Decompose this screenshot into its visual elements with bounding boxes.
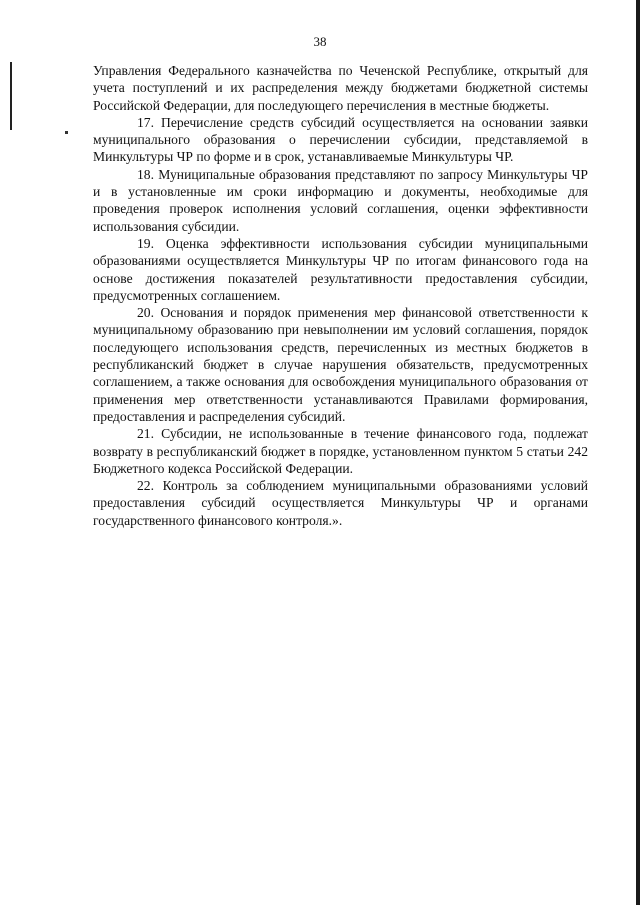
paragraph-19: 19. Оценка эффективности использования субсидии муниципальными образованиями осуществляется Минкультуры ЧР по итогам финансового года на основе достижения показателей результативности предоставления субсидии, предусмотренных соглашением. [93,235,588,303]
paragraph-continuation: Управления Федерального казначейства по Чеченской Республике, открытый для учета поступлений и их распределения между бюджетами бюджетной системы Российской Федерации, для последующего перечисления в местные бюджеты. [93,63,588,113]
paragraph-21: 21. Субсидии, не использованные в течение финансового года, подлежат возврату в республиканский бюджет в порядке, установленном пунктом 5 статьи 242 Бюджетного кодекса Российской Федерации. [93,426,588,476]
paragraph-18: 18. Муниципальные образования представляют по запросу Минкультуры ЧР и в установленные им сроки информацию и документы, необходимые для проведения проверок исполнения условий соглашения, оценки эффективности использования субсидии. [93,166,588,234]
page-number: 38 [313,34,327,49]
scan-edge-mark [10,62,12,130]
paragraph-22: 22. Контроль за соблюдением муниципальными образованиями условий предоставления субсидий осуществляется Минкультуры ЧР и органами государственного финансового контроля.». [93,478,588,528]
document-body [93,62,588,529]
paragraph-20: 20. Основания и порядок применения мер финансовой ответственности к муниципальному образованию при невыполнении им условий соглашения, порядок последующего использования средств, перечисленных из местных бюджетов в республиканский бюджет в случае нарушения обязательств, предусмотренных соглашением, а также основания для освобождения муниципального образования от применения мер ответственности устанавливаются Правилами формирования, предоставления и распределения субсидий. [93,305,588,424]
scan-border-right [636,0,640,905]
paragraph-17: 17. Перечисление средств субсидий осуществляется на основании заявки муниципального образования о перечислении субсидии, представляемой в Минкультуры ЧР по форме и в срок, устанавливаемые Минкультуры ЧР. [93,114,588,165]
scan-dot-mark [65,131,68,134]
